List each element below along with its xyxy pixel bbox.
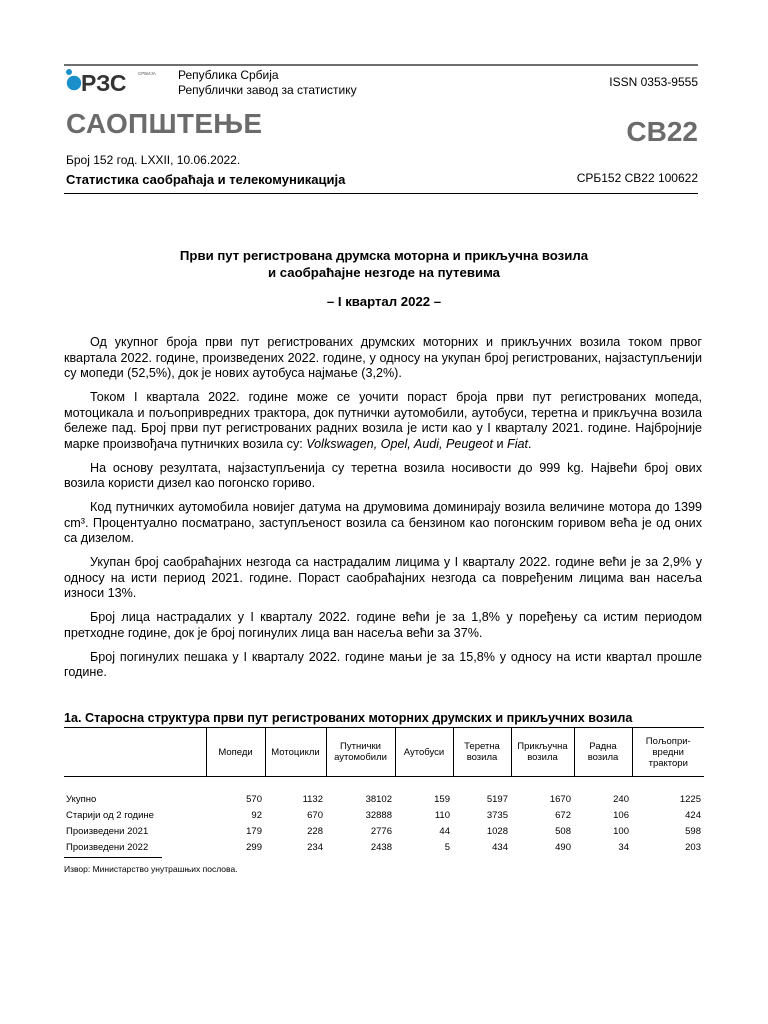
rzs-logo-graphic [64,64,164,98]
table-cell: 106 [613,809,629,821]
release-title: САОПШТЕЊЕ [66,108,263,139]
table-cell: 5197 [486,793,508,805]
logo-small-text: СРБИЈА [138,71,156,76]
table-row [64,807,704,823]
table-cell: 159 [434,793,450,805]
row-label: Старији од 2 године [66,809,154,821]
series-code: СВ22 [626,116,698,147]
subject-title: Статистика саобраћаја и телекомуникација [66,172,346,187]
paragraph-4: Код путничких аутомобила новијег датума на друмовима доминирају возила величине мотора до 1399 cm³. Процентуално посматрано, заступљеност возила са бензином као погонским горивом већа је од оних са дизелом. [64,500,702,545]
source-rule [64,857,162,858]
table-cell: 1225 [679,793,701,805]
paragraph-1: Од укупног броја први пут регистрованих друмских моторних и прикључних возила током првог квартала 2022. године, произведених 2022. године, у односу на укупан број регистрованих, најзаступљенији су мопеди (52,5%), док је нових аутобуса најмање (3,2%). [64,335,702,380]
logo-text: РЗС [81,70,127,96]
table-header-cell: Радна возила [574,728,632,777]
table-header-cell [64,728,206,777]
period-label: – I квартал 2022 – [326,294,442,309]
table-cell: 110 [434,809,450,821]
reference-code: СРБ152 СВ22 100622 [576,171,698,185]
table-header-cell: Прикључна возила [511,728,574,777]
brand-last: Fiat [507,436,528,451]
document-title [64,247,704,281]
table-cell: 424 [685,809,701,821]
table-cell: 2776 [370,825,392,837]
table-cell: 92 [251,809,262,821]
header-bottom-rule [64,193,698,194]
table-cell: 1670 [549,793,571,805]
row-label: Укупно [66,793,97,805]
paragraph-3: На основу резултата, најзаступљенија су теретна возила носивости до 999 kg. Највећи број ових возила користи дизел као погонско гориво. [64,460,702,490]
table-row [64,791,704,807]
table-row [64,823,704,839]
table-cell: 1028 [486,825,508,837]
org-line-1: Република Србија [178,68,279,82]
table-cell: 299 [246,841,262,853]
table-cell: 5 [444,841,450,853]
table-cell: 100 [613,825,629,837]
table-cell: 490 [555,841,571,853]
table-cell: 38102 [365,793,392,805]
org-line-2: Републички завод за статистику [178,83,357,97]
table-header-cell: Пољопри-вредни трактори [632,728,704,777]
table-cell: 508 [555,825,571,837]
table-cell: 228 [307,825,323,837]
table-header-cell: Мотоцикли [265,728,326,777]
paragraph-7: Број погинулих пешака у I кварталу 2022. године мањи је за 15,8% у односу на исти квартал прошле године. [64,649,702,679]
issue-info: Број 152 год. LXXII, 10.06.2022. [66,153,241,167]
table-cell: 670 [307,809,323,821]
paragraph-2 [64,390,702,452]
title-line-1: Први пут регистрована друмска моторна и прикључна возила [179,248,589,263]
table-title: 1а. Старосна структура први пут регистрованих моторних друмских и прикључних возила [64,711,633,725]
table-cell: 434 [492,841,508,853]
table-cell: 179 [246,825,262,837]
brand-list: Volkswagen, Opel, Audi, Peugeot [306,436,493,451]
table-source: Извор: Министарство унутрашњих послова. [64,864,238,874]
table-cell: 32888 [365,809,392,821]
table-header-cell: Аутобуси [395,728,453,777]
table-cell: 34 [618,841,629,853]
table-cell: 2438 [370,841,392,853]
table-cell: 1132 [302,793,323,805]
row-label: Произведени 2021 [66,825,149,837]
table-cell: 234 [307,841,323,853]
table-cell: 240 [613,793,629,805]
paragraph-2-and: и [492,436,507,451]
table-cell: 570 [246,793,262,805]
table-header-cell: Теретна возила [453,728,511,777]
row-label: Произведени 2022 [66,841,149,853]
issn: ISSN 0353-9555 [609,75,698,89]
table-spacer-row [64,777,704,792]
title-line-2: и саобраћајне незгоде на путевима [268,265,500,280]
paragraph-2-end: . [528,436,532,451]
table-cell: 672 [555,809,571,821]
table-cell: 203 [685,841,701,853]
paragraph-6: Број лица настрадалих у I кварталу 2022. године већи је за 1,8% у поређењу са истим периодом претходне године, док је број погинулих лица ван насеља већи за 37%. [64,610,702,640]
body-text [64,335,702,689]
table-header-cell: Мопеди [206,728,265,777]
paragraph-2-text: Током I квартала 2022. године може се уочити пораст броја први пут регистрованих мопеда, мотоцикала и пољопривредних трактора, док путнички аутомобили, аутобуси, теретна и прикључна возила бележе пад. Број први пут регистрованих радних возила је исти као у I кварталу 2021. године. Најбројније марке произвођача путничких возила су: [64,390,702,451]
rzs-logo [64,64,164,98]
table-cell: 3735 [486,809,508,821]
table-cell: 44 [439,825,450,837]
table-row [64,839,704,855]
table-header-row [64,728,704,777]
age-structure-table [64,727,704,855]
table-header-cell: Путнички аутомобили [326,728,395,777]
paragraph-5: Укупан број саобраћајних незгода са настрадалим лицима у I кварталу 2022. године већи је за 2,9% у односу на исти период 2021. године. Пораст саобраћајних незгода са повређеним лицима ван насеља износи 13%. [64,555,702,600]
table-cell: 598 [685,825,701,837]
